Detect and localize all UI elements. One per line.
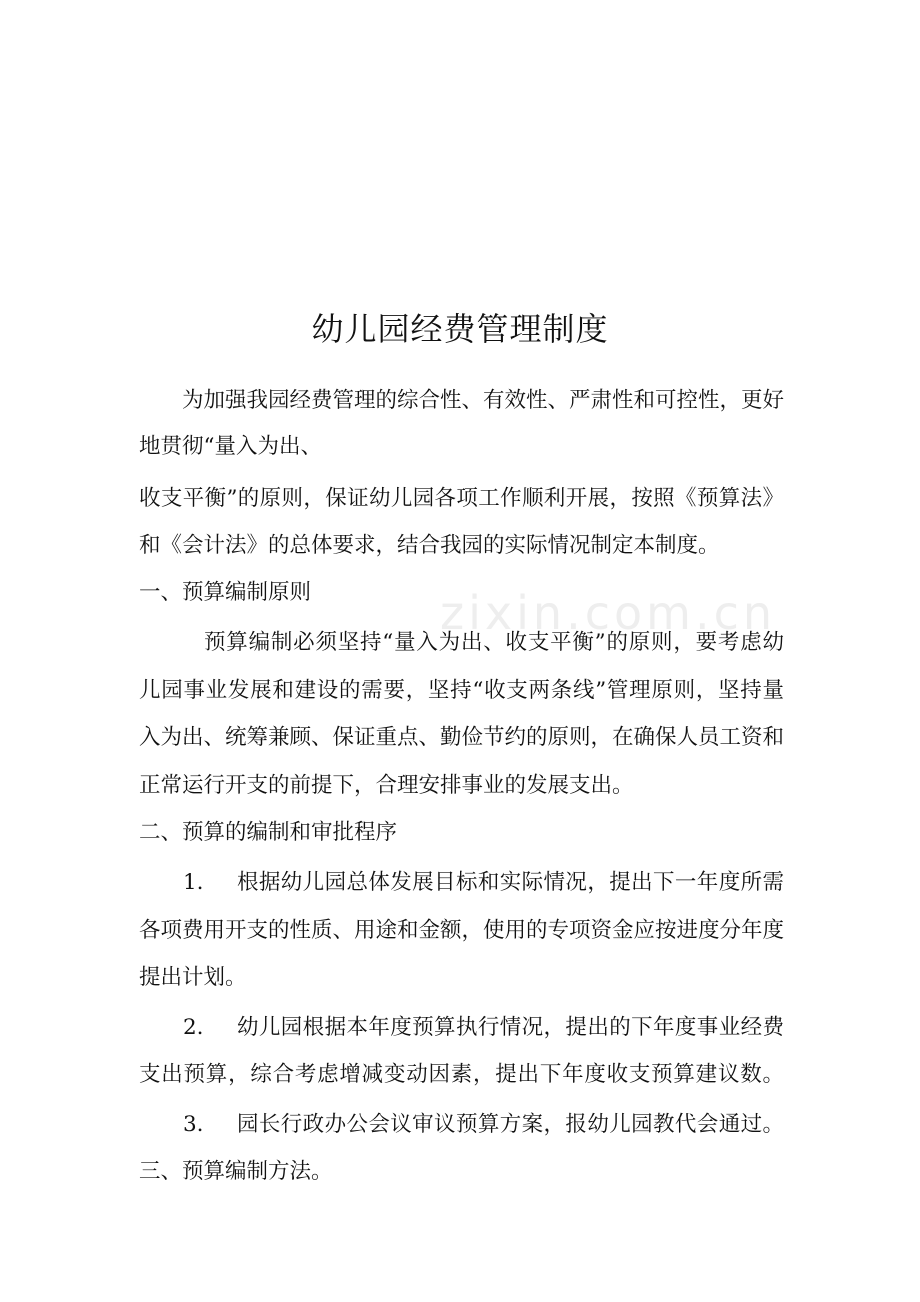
item-number: 2. [183, 1015, 204, 1040]
section-2-item-1-line-2: 各项费用开支的性质、用途和金额，使用的专项资金应按进度分年度 [139, 918, 785, 943]
section-1-line-2: 儿园事业发展和建设的需要，坚持“收支两条线”管理原则，坚持量 [139, 678, 784, 703]
section-2-item-2-line-1 [139, 1013, 784, 1043]
section-1-line-1: 预算编制必须坚持“量入为出、收支平衡”的原则，要考虑幼 [204, 630, 784, 655]
section-2-heading: 二、预算的编制和审批程序 [139, 820, 398, 845]
section-3-heading: 三、预算编制方法。 [139, 1159, 333, 1184]
section-1-line-4: 正常运行开支的前提下，合理安排事业的发展支出。 [139, 773, 634, 798]
section-2-item-1-line-1 [139, 868, 784, 898]
intro-line-4: 和《会计法》的总体要求，结合我园的实际情况制定本制度。 [139, 533, 720, 558]
intro-line-1: 为加强我园经费管理的综合性、有效性、严肃性和可控性，更好 [182, 388, 785, 413]
item-text: 根据幼儿园总体发展目标和实际情况，提出下一年度所需 [237, 870, 784, 895]
item-text: 园长行政办公会议审议预算方案，报幼儿园教代会通过。 [237, 1112, 784, 1137]
section-2-item-1-line-3: 提出计划。 [139, 965, 247, 990]
section-1-heading: 一、预算编制原则 [139, 580, 312, 605]
item-number: 3. [183, 1112, 204, 1137]
intro-line-3: 收支平衡”的原则，保证幼儿园各项工作顺利开展，按照《预算法》 [139, 486, 784, 511]
section-2-item-2-line-2: 支出预算，综合考虑增减变动因素，提出下年度收支预算建议数。 [139, 1062, 784, 1087]
section-1-line-3: 入为出、统筹兼顾、保证重点、勤俭节约的原则，在确保人员工资和 [139, 725, 785, 750]
watermark: zixin.com.cn [440, 586, 777, 640]
item-text: 幼儿园根据本年度预算执行情况，提出的下年度事业经费 [237, 1015, 784, 1040]
document-title: 幼儿园经费管理制度 [311, 310, 609, 348]
intro-line-2: 地贯彻“量入为出、 [139, 434, 322, 459]
item-number: 1. [183, 870, 204, 895]
section-2-item-3-line-1 [139, 1110, 784, 1140]
